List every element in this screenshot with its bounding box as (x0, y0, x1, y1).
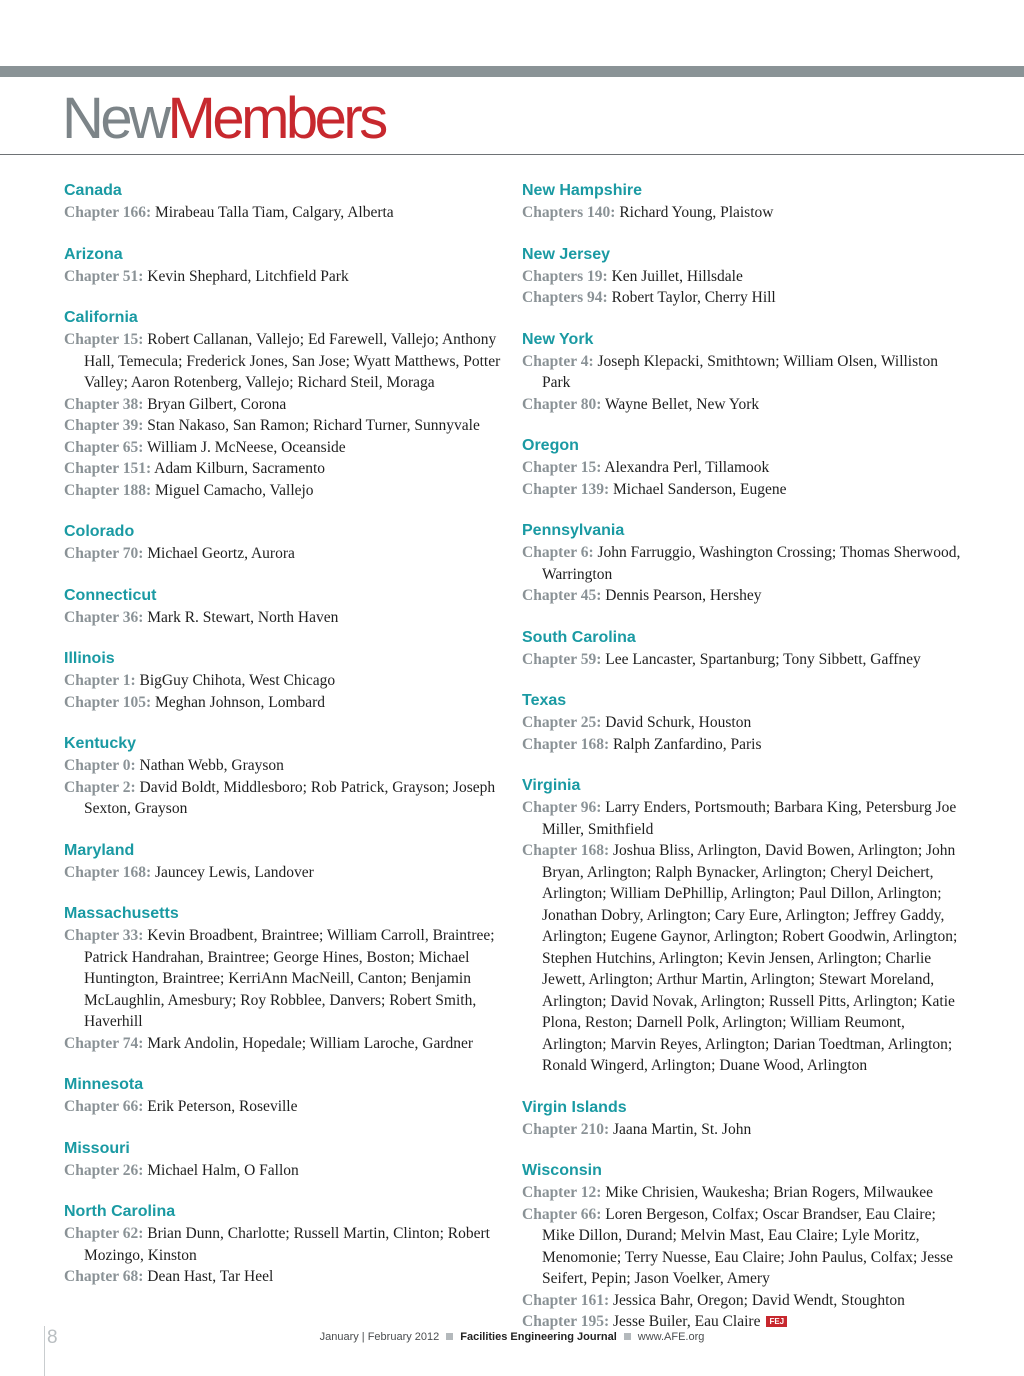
chapter-label: Chapter 70: (64, 545, 144, 562)
chapter-entry (522, 840, 962, 1077)
state-heading: Texas (522, 692, 567, 709)
state-section (64, 1074, 504, 1118)
chapter-label: Chapter 74: (64, 1034, 144, 1052)
chapter-label: Chapter 66: (64, 1098, 144, 1115)
chapter-label: Chapter 80: (522, 395, 602, 413)
state-section (522, 180, 962, 224)
chapter-entry (64, 458, 504, 480)
chapter-entry (64, 607, 504, 629)
chapter-label: Chapters 19: (522, 267, 608, 285)
member-names: Mark R. Stewart, North Haven (147, 608, 339, 626)
chapter-entry (64, 415, 504, 437)
member-names: Ralph Zanfardino, Paris (613, 735, 762, 753)
member-names: Joseph Klepacki, Smithtown; William Olsen, Williston Park (542, 352, 938, 391)
member-names: Erik Peterson, Roseville (147, 1098, 298, 1115)
chapter-label: Chapter 4: (522, 352, 594, 370)
chapter-entry (522, 1311, 962, 1333)
state-section (64, 244, 504, 288)
state-section (522, 1160, 962, 1333)
chapter-label: Chapter 15: (522, 459, 602, 476)
chapter-label: Chapter 168: (64, 863, 152, 881)
member-names: John Farruggio, Washington Crossing; Thomas Sherwood, Warrington (542, 544, 961, 583)
state-heading: Missouri (64, 1139, 130, 1157)
chapter-label: Chapters 140: (522, 204, 616, 221)
chapter-label: Chapter 188: (64, 481, 152, 499)
chapter-label: Chapter 0: (64, 757, 136, 774)
member-names: Mark Andolin, Hopedale; William Laroche, Gardner (147, 1034, 474, 1052)
chapter-entry (64, 692, 504, 714)
state-heading: Illinois (64, 650, 115, 667)
chapter-entry (64, 1033, 504, 1055)
member-names: Lee Lancaster, Spartanburg; Tony Sibbett, Gaffney (605, 650, 921, 668)
chapter-entry (522, 1119, 962, 1141)
page-title (62, 84, 385, 154)
chapter-entry (522, 394, 962, 416)
chapter-label: Chapter 39: (64, 417, 144, 434)
chapter-entry (64, 755, 504, 777)
member-names: Joshua Bliss, Arlington, David Bowen, Arlington; John Bryan, Arlington; Ralph Bynacker, Arlington; Cheryl Deichert, Arlington; William DePhillip, Arlington; Paul Dillon, Arlington; Jonathan Dobry, Arlington; Cary Eure, Arlington; Jeffrey Gaddy, Arlington; Eugene Gaynor, Arlington; Robert Goodwin, Arlington; Stephen Hutchins, Arlington; Kevin Jensen, Arlington; Charlie Jewett, Arlington; Arthur Martin, Arlington; Stewart Moreland, Arlington; David Novak, Arlington; Russell Pitts, Arlington; Katie Plona, Reston; Darnell Polk, Arlington; William Reumont, Arlington; Marvin Reyes, Arlington; Darian Toedtman, Arlington; Ronald Wingerd, Arlington; Duane Wood, Arlington (542, 842, 958, 1074)
chapter-entry (64, 862, 504, 884)
state-section (64, 1201, 504, 1288)
top-color-bar (0, 66, 1024, 77)
member-names: Adam Kilburn, Sacramento (154, 460, 326, 477)
state-section (522, 1097, 962, 1141)
state-section (64, 648, 504, 713)
state-section (64, 1138, 504, 1182)
state-section (522, 627, 962, 671)
member-names: Alexandra Perl, Tillamook (604, 459, 770, 476)
member-names: Larry Enders, Portsmouth; Barbara King, Petersburg Joe Miller, Smithfield (542, 799, 957, 838)
chapter-label: Chapter 36: (64, 608, 144, 626)
chapter-label: Chapter 62: (64, 1225, 144, 1242)
state-heading: Connecticut (64, 586, 157, 604)
state-heading: Kentucky (64, 735, 137, 752)
member-names: William J. McNeese, Oceanside (146, 438, 346, 456)
member-names: BigGuy Chihota, West Chicago (139, 672, 336, 689)
footer-date: January | February 2012 (319, 1331, 440, 1343)
chapter-entry (64, 1096, 504, 1118)
chapter-entry (64, 480, 504, 502)
chapter-entry (522, 266, 962, 288)
separator-square-icon (624, 1333, 631, 1340)
state-heading: South Carolina (522, 628, 636, 646)
state-section (64, 903, 504, 1054)
chapter-label: Chapter 59: (522, 650, 602, 668)
chapter-entry (522, 734, 962, 756)
chapter-label: Chapter 15: (64, 331, 144, 348)
chapter-label: Chapter 168: (522, 735, 610, 753)
chapter-label: Chapter 105: (64, 693, 152, 711)
chapter-label: Chapter 195: (522, 1313, 610, 1330)
title-part-members: Members (167, 86, 385, 151)
footer (0, 1331, 1024, 1343)
state-heading: Maryland (64, 841, 135, 859)
chapter-label: Chapter 96: (522, 799, 602, 816)
state-section (522, 775, 962, 1077)
chapter-entry (522, 712, 962, 734)
chapter-entry (522, 1290, 962, 1312)
member-names: Dennis Pearson, Hershey (605, 587, 762, 604)
member-names: Jauncey Lewis, Landover (155, 863, 314, 881)
chapter-label: Chapter 6: (522, 544, 594, 561)
chapter-entry (64, 202, 504, 224)
state-heading: Minnesota (64, 1076, 144, 1093)
chapter-label: Chapter 1: (64, 672, 136, 689)
chapter-label: Chapter 12: (522, 1184, 602, 1201)
chapter-entry (64, 437, 504, 459)
state-section (64, 840, 504, 884)
member-names: Stan Nakaso, San Ramon; Richard Turner, Sunnyvale (147, 417, 480, 434)
chapter-label: Chapter 210: (522, 1120, 610, 1138)
member-names: Robert Callanan, Vallejo; Ed Farewell, Vallejo; Anthony Hall, Temecula; Frederick Jones, San Jose; Wyatt Matthews, Potter Valley; Aaron Rotenberg, Vallejo; Richard Steil, Moraga (84, 331, 501, 391)
chapter-label: Chapter 38: (64, 395, 144, 413)
chapter-entry (522, 797, 962, 840)
footer-website: www.AFE.org (637, 1331, 705, 1343)
chapter-entry (522, 585, 962, 607)
member-names: Bryan Gilbert, Corona (147, 395, 287, 413)
chapter-entry (522, 542, 962, 585)
member-names: Ken Juillet, Hillsdale (611, 267, 743, 285)
chapter-entry (522, 351, 962, 394)
chapter-label: Chapter 26: (64, 1161, 144, 1179)
state-heading: Arizona (64, 245, 123, 263)
chapter-entry (64, 329, 504, 394)
chapter-entry (522, 287, 962, 309)
chapter-entry (522, 1204, 962, 1290)
member-names: Robert Taylor, Cherry Hill (611, 289, 776, 306)
state-section (64, 733, 504, 820)
chapter-label: Chapters 94: (522, 289, 608, 306)
chapter-entry (64, 1266, 504, 1288)
chapter-label: Chapter 51: (64, 267, 144, 285)
member-names: Michael Geortz, Aurora (147, 545, 295, 562)
state-section (522, 329, 962, 416)
chapter-label: Chapter 33: (64, 927, 144, 944)
left-column (64, 180, 504, 1308)
member-names: David Schurk, Houston (605, 714, 752, 731)
chapter-entry (522, 479, 962, 501)
chapter-entry (64, 266, 504, 288)
state-section (64, 180, 504, 224)
member-names: Miguel Camacho, Vallejo (155, 481, 314, 499)
chapter-entry (522, 649, 962, 671)
state-heading: North Carolina (64, 1203, 176, 1220)
chapter-label: Chapter 25: (522, 714, 602, 731)
member-names: Kevin Broadbent, Braintree; William Carroll, Braintree; Patrick Handrahan, Braintree; George Hines, Boston; Michael Huntington, Braintree; KerriAnn MacNeill, Canton; Benjamin McLaughlin, Amesbury; Roy Robblee, Danvers; Robert Smith, Haverhill (84, 927, 495, 1030)
member-names: Mirabeau Talla Tiam, Calgary, Alberta (155, 204, 394, 221)
chapter-label: Chapter 151: (64, 460, 152, 477)
member-names: Michael Sanderson, Eugene (613, 480, 787, 498)
state-section (522, 520, 962, 607)
member-names: Dean Hast, Tar Heel (147, 1268, 274, 1285)
chapter-entry (522, 457, 962, 479)
state-heading: California (64, 309, 138, 326)
chapter-label: Chapter 2: (64, 778, 136, 796)
member-names: Mike Chrisien, Waukesha; Brian Rogers, Milwaukee (605, 1184, 934, 1201)
member-names: Meghan Johnson, Lombard (155, 693, 326, 711)
chapter-entry (64, 777, 504, 820)
right-column (522, 180, 962, 1353)
state-section (64, 307, 504, 501)
member-names: Loren Bergeson, Colfax; Oscar Brandser, Eau Claire; Mike Dillon, Durand; Melvin Mast, Eau Claire; Lyle Moritz, Menomonie; Terry Nuesse, Eau Claire; John Paulus, Colfax; Jesse Seifert, Pepin; Jason Voelker, Amery (542, 1205, 954, 1287)
chapter-entry (64, 670, 504, 692)
chapter-label: Chapter 68: (64, 1268, 144, 1285)
title-divider (0, 154, 1024, 155)
chapter-label: Chapter 45: (522, 587, 602, 604)
chapter-entry (64, 543, 504, 565)
state-section (64, 585, 504, 629)
member-names: Jesse Builer, Eau Claire (613, 1313, 761, 1330)
state-heading: Colorado (64, 523, 135, 540)
state-section (64, 521, 504, 565)
state-heading: New Jersey (522, 245, 611, 263)
member-names: Wayne Bellet, New York (604, 395, 760, 413)
state-section (522, 690, 962, 755)
member-names: David Boldt, Middlesboro; Rob Patrick, Grayson; Joseph Sexton, Grayson (84, 778, 496, 817)
chapter-label: Chapter 66: (522, 1205, 602, 1223)
state-section (522, 244, 962, 309)
member-names: Jaana Martin, St. John (613, 1120, 752, 1138)
member-names: Michael Halm, O Fallon (147, 1161, 299, 1179)
footer-journal: Facilities Engineering Journal (460, 1331, 617, 1343)
chapter-entry (64, 1223, 504, 1266)
separator-square-icon (446, 1333, 453, 1340)
page-number: 8 (47, 1327, 58, 1348)
state-heading: Oregon (522, 437, 579, 454)
chapter-label: Chapter 168: (522, 842, 610, 859)
member-names: Jessica Bahr, Oregon; David Wendt, Stoughton (613, 1291, 905, 1309)
member-names: Brian Dunn, Charlotte; Russell Martin, Clinton; Robert Mozingo, Kinston (84, 1225, 490, 1264)
member-names: Nathan Webb, Grayson (139, 757, 284, 774)
member-names: Kevin Shephard, Litchfield Park (147, 267, 349, 285)
state-section (522, 435, 962, 500)
state-heading: New Hampshire (522, 182, 643, 199)
member-names: Richard Young, Plaistow (619, 204, 774, 221)
state-heading: Virginia (522, 777, 581, 794)
chapter-entry (64, 925, 504, 1033)
fej-end-mark-icon: FEJ (766, 1316, 787, 1327)
chapter-entry (522, 1182, 962, 1204)
state-heading: New York (522, 330, 594, 348)
state-heading: Pennsylvania (522, 522, 625, 539)
chapter-entry (522, 202, 962, 224)
chapter-label: Chapter 166: (64, 204, 152, 221)
state-heading: Canada (64, 182, 122, 199)
chapter-label: Chapter 139: (522, 480, 610, 498)
state-heading: Massachusetts (64, 905, 179, 922)
chapter-entry (64, 1160, 504, 1182)
chapter-entry (64, 394, 504, 416)
state-heading: Wisconsin (522, 1162, 602, 1179)
chapter-label: Chapter 161: (522, 1291, 610, 1309)
chapter-label: Chapter 65: (64, 438, 144, 456)
state-heading: Virgin Islands (522, 1098, 627, 1116)
title-part-new: New (62, 86, 168, 151)
